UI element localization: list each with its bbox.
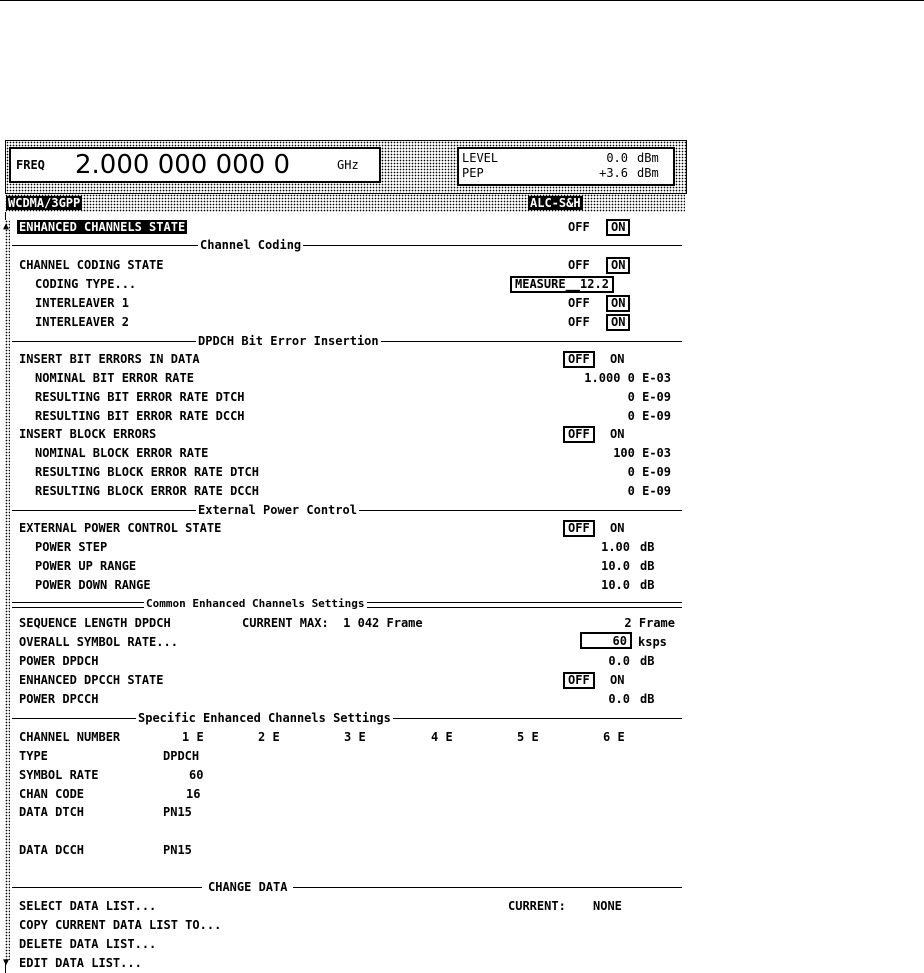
interleaver2-on[interactable]: ON [606, 314, 630, 331]
current-data-list-label: CURRENT: [508, 899, 566, 913]
sequence-length-value[interactable]: 2 Frame [624, 616, 675, 630]
resulting-bler-dtch-label: RESULTING BLOCK ERROR RATE DTCH [35, 465, 259, 479]
overall-symbol-rate-label[interactable]: OVERALL SYMBOL RATE... [19, 635, 178, 649]
symbol-rate-label: SYMBOL RATE [19, 768, 99, 782]
resulting-ber-dtch-label: RESULTING BIT ERROR RATE DTCH [35, 390, 245, 404]
freq-label: FREQ [16, 158, 45, 172]
power-up-range-value[interactable]: 10.0 [601, 559, 630, 573]
interleaver2-label[interactable]: INTERLEAVER 2 [35, 315, 129, 329]
status-bar [5, 194, 685, 212]
power-dpcch-unit: dB [640, 692, 655, 706]
coding-state-off[interactable]: OFF [568, 258, 590, 272]
channel-1-tab[interactable]: 1 E [182, 730, 204, 744]
enhanced-dpcch-state-label[interactable]: ENHANCED DPCCH STATE [19, 673, 164, 687]
channel-2-tab[interactable]: 2 E [258, 730, 280, 744]
enhanced-state-on[interactable]: ON [606, 219, 630, 236]
coding-type-label[interactable]: CODING TYPE... [35, 277, 137, 291]
section-rule [12, 887, 682, 888]
power-up-range-label[interactable]: POWER UP RANGE [35, 559, 137, 573]
nominal-ber-value[interactable]: 1.000 0 E-03 [584, 371, 671, 385]
type-label: TYPE [19, 749, 48, 763]
ext-power-state-label[interactable]: EXTERNAL POWER CONTROL STATE [19, 521, 222, 535]
power-down-range-unit: dB [640, 578, 655, 592]
insert-block-errors-on[interactable]: ON [610, 427, 625, 441]
resulting-ber-dcch-label: RESULTING BIT ERROR RATE DCCH [35, 409, 245, 423]
nominal-bler-value[interactable]: 100 E-03 [613, 446, 671, 460]
type-value[interactable]: DPDCH [163, 749, 200, 763]
sequence-length-label[interactable]: SEQUENCE LENGTH DPDCH [19, 616, 171, 630]
data-dcch-label: DATA DCCH [19, 843, 85, 857]
power-dpcch-label[interactable]: POWER DPCCH [19, 692, 99, 706]
resulting-bler-dtch-value: 0 E-09 [627, 465, 671, 479]
power-down-range-label[interactable]: POWER DOWN RANGE [35, 578, 151, 592]
interleaver2-off[interactable]: OFF [568, 315, 590, 329]
power-dpdch-label[interactable]: POWER DPDCH [19, 654, 99, 668]
enhanced-channels-state-label[interactable]: ENHANCED CHANNELS STATE [19, 220, 186, 234]
power-dpcch-value[interactable]: 0.0 [608, 692, 630, 706]
section-change-data: CHANGE DATA [202, 880, 293, 894]
channel-3-tab[interactable]: 3 E [344, 730, 366, 744]
frequency-display[interactable] [9, 147, 381, 183]
ext-power-state-off[interactable]: OFF [563, 520, 595, 537]
coding-state-on[interactable]: ON [606, 257, 630, 274]
current-data-list-value: NONE [593, 899, 622, 913]
power-step-label[interactable]: POWER STEP [35, 540, 108, 554]
header-bar [5, 140, 687, 194]
power-dpdch-value[interactable]: 0.0 [608, 654, 630, 668]
insert-bit-errors-on[interactable]: ON [610, 352, 625, 366]
pep-value: +3.6 [599, 166, 628, 180]
power-step-unit: dB [640, 540, 655, 554]
symbol-rate-value[interactable]: 60 [189, 768, 204, 782]
resulting-bler-dcch-value: 0 E-09 [627, 484, 671, 498]
overall-symbol-rate-unit: ksps [638, 635, 667, 649]
pep-label: PEP [462, 166, 484, 180]
freq-unit: GHz [337, 158, 359, 172]
data-dcch-value[interactable]: PN15 [163, 843, 192, 857]
interleaver1-label[interactable]: INTERLEAVER 1 [35, 296, 129, 310]
channel-5-tab[interactable]: 5 E [517, 730, 539, 744]
copy-data-list-item[interactable]: COPY CURRENT DATA LIST TO... [19, 918, 222, 932]
mode-indicator: WCDMA/3GPP [8, 196, 81, 210]
resulting-ber-dcch-value: 0 E-09 [627, 409, 671, 423]
alc-indicator: ALC-S&H [530, 196, 581, 210]
nominal-ber-label[interactable]: NOMINAL BIT ERROR RATE [35, 371, 194, 385]
level-display[interactable] [457, 147, 675, 186]
section-common-settings: Common Enhanced Channels Settings [146, 597, 365, 610]
ext-power-state-on[interactable]: ON [610, 521, 625, 535]
power-down-range-value[interactable]: 10.0 [601, 578, 630, 592]
page-top-rule [0, 0, 924, 1]
current-max-readout: CURRENT MAX: 1 042 Frame [242, 616, 423, 630]
level-unit: dBm [637, 151, 659, 165]
enhanced-dpcch-state-off[interactable]: OFF [563, 672, 595, 689]
channel-coding-state-label[interactable]: CHANNEL CODING STATE [19, 258, 164, 272]
nominal-bler-label[interactable]: NOMINAL BLOCK ERROR RATE [35, 446, 209, 460]
level-value: 0.0 [606, 151, 628, 165]
power-step-value[interactable]: 1.00 [601, 540, 630, 554]
edit-data-list-item[interactable]: EDIT DATA LIST... [19, 956, 142, 970]
chan-code-label: CHAN CODE [19, 787, 85, 801]
resulting-ber-dtch-value: 0 E-09 [627, 390, 671, 404]
select-data-list-item[interactable]: SELECT DATA LIST... [19, 899, 157, 913]
channel-6-tab[interactable]: 6 E [603, 730, 625, 744]
section-channel-coding: Channel Coding [200, 238, 302, 252]
data-dtch-value[interactable]: PN15 [163, 805, 192, 819]
channel-4-tab[interactable]: 4 E [431, 730, 453, 744]
enhanced-state-off[interactable]: OFF [568, 220, 590, 234]
section-external-power-control: External Power Control [198, 503, 357, 517]
coding-type-value[interactable]: MEASURE__12.2 [510, 276, 614, 293]
insert-bit-errors-off[interactable]: OFF [563, 351, 595, 368]
power-dpdch-unit: dB [640, 654, 655, 668]
scroll-down-icon[interactable]: ▼ [3, 957, 10, 968]
section-specific-settings: Specific Enhanced Channels Settings [138, 711, 391, 725]
chan-code-value[interactable]: 16 [186, 787, 201, 801]
data-dtch-label: DATA DTCH [19, 805, 85, 819]
resulting-bler-dcch-label: RESULTING BLOCK ERROR RATE DCCH [35, 484, 259, 498]
scrollbar-track[interactable] [5, 220, 10, 960]
interleaver1-off[interactable]: OFF [568, 296, 590, 310]
section-rule [12, 245, 682, 246]
insert-bit-errors-label[interactable]: INSERT BIT ERRORS IN DATA [19, 352, 200, 366]
level-label: LEVEL [462, 151, 499, 165]
enhanced-dpcch-state-on[interactable]: ON [610, 673, 625, 687]
pep-unit: dBm [637, 166, 659, 180]
insert-block-errors-label[interactable]: INSERT BLOCK ERRORS [19, 427, 157, 441]
section-dpdch-bit-error: DPDCH Bit Error Insertion [198, 334, 379, 348]
overall-symbol-rate-value[interactable]: 60 [612, 634, 627, 648]
interleaver1-on[interactable]: ON [606, 295, 630, 312]
scroll-up-icon[interactable]: ▲ [3, 221, 10, 232]
freq-value: 2.000 000 000 0 [75, 150, 291, 180]
channel-number-label: CHANNEL NUMBER [19, 730, 121, 744]
power-up-range-unit: dB [640, 559, 655, 573]
insert-block-errors-off[interactable]: OFF [563, 426, 595, 443]
delete-data-list-item[interactable]: DELETE DATA LIST... [19, 937, 157, 951]
